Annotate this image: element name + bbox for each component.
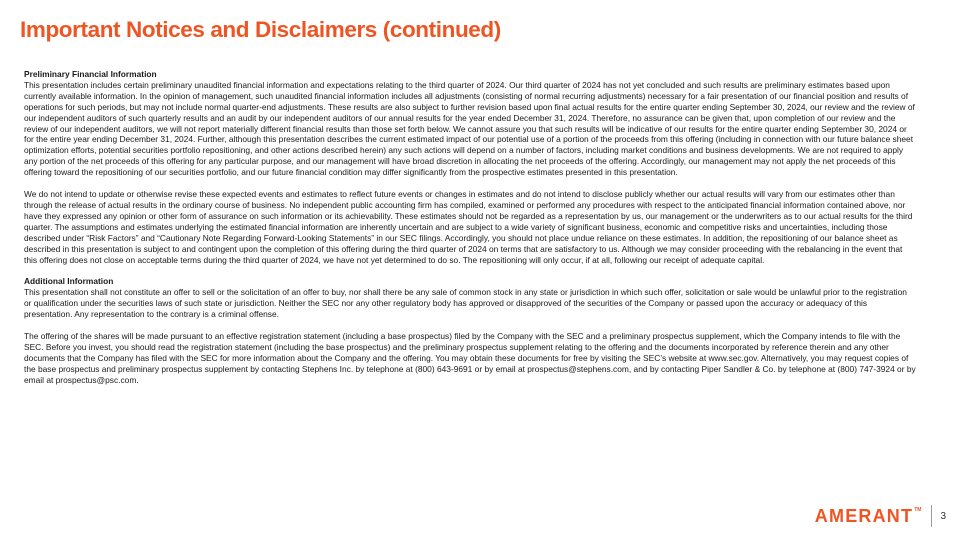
preliminary-paragraph-2: We do not intend to update or otherwise revise these expected events and estimates to reflect future events or changes in estimates and do not intend to disclose publicly whether our actual results will vary from our estimates other than through the release of actual results in the ordinary course of business. No independent public accounting firm has compiled, examined or performed any procedures with respect to the anticipated financial information contained above, nor have they expressed any opinion or other form of assurance on such information or its achievability. These estimates should not be regarded as a representation by us, our management or the underwriters as to our actual results for the third quarter. The assumptions and estimates underlying the estimated financial information are inherently uncertain and are subject to a wide variety of significant business, economic and competitive risks and uncertainties, including those described under “Risk Factors” and “Cautionary Note Regarding Forward-Looking Statements” in our SEC filings. Accordingly, you should not place undue reliance on these estimates. In addition, the repositioning of our balance sheet as described in this presentation is subject to and contingent upon the completion of this offering during the third quarter of 2024 on terms that are satisfactory to us. Although we may consider proceeding with the rebalancing in the event that this offering does not close on acceptable terms during the third quarter of 2024, we have not yet determined to do so. The repositioning will only occur, if at all, following our receipt of adequate capital. <box>24 189 913 265</box>
page-title: Important Notices and Disclaimers (continued) <box>20 17 501 42</box>
logo-wordmark: AMERANT <box>814 506 914 526</box>
footer <box>815 504 946 528</box>
logo-trademark: TM <box>914 507 922 513</box>
footer-divider <box>931 505 932 527</box>
additional-paragraph-1: This presentation shall not constitute an offer to sell or the solicitation of an offer to buy, nor shall there be any sale of common stock in any state or jurisdiction in which such offer, solicitation or sale would be unlawful prior to the registration or qualification under the securities laws of such state or jurisdiction. Neither the SEC nor any other regulatory body has approved or disapproved of the securities of the Company or passed upon the accuracy or adequacy of this presentation. Any representation to the contrary is a criminal offense. <box>24 287 907 320</box>
page-number: 3 <box>940 510 946 522</box>
section-heading-preliminary: Preliminary Financial Information <box>24 69 157 79</box>
amerant-logo <box>815 507 922 525</box>
disclaimer-body <box>24 69 916 397</box>
section-heading-additional: Additional Information <box>24 276 114 287</box>
preliminary-paragraph-1: This presentation includes certain preliminary unaudited financial information and expectations relating to the third quarter of 2024. Our third quarter of 2024 has not yet concluded and such results are preliminary estimates based upon currently available information. In the opinion of management, such unaudited financial information includes all adjustments (consisting of normal recurring adjustments) necessary for a fair presentation of our financial position and results of operations for such periods, but may not include normal quarter-end adjustments. These results are also subject to further revision based upon final actual results for the entire quarter ending September 30, 2024, our review and the review of our independent auditors of such quarterly results and an audit by our independent auditors of our annual results for the year ended December 31, 2024. Therefore, no assurance can be given that, upon completion of our review and the review of our independent auditors, we will not report materially different financial results than those set forth below. We cannot assure you that such results will be indicative of our results for the entire quarter ending September 30, 2024 or for the entire year ending December 31, 2024. Further, although this presentation describes the current estimated impact of our potential use of a portion of the proceeds from this offering (including in connection with our future balance sheet optimization efforts, potential securities portfolio repositioning, and other actions described herein) any such actions will depend on a number of factors, including market conditions and business developments. We are not required to apply any portion of the net proceeds of this offering for any particular purpose, and our management will have broad discretion in allocating the net proceeds of the offering. Accordingly, our management may not apply the net proceeds of this offering toward the repositioning of our securities portfolio, and our future financial condition may differ significantly from the prospective estimates presented in this presentation. <box>24 79 915 178</box>
additional-paragraph-2: The offering of the shares will be made pursuant to an effective registration statement (including a base prospectus) filed by the Company with the SEC and a preliminary prospectus supplement, which the Company intends to file with the SEC. Before you invest, you should read the registration statement (including the base prospectus) and the preliminary prospectus supplement relating to the offering and the documents incorporated by reference therein and any other documents that the Company has filed with the SEC for more information about the Company and the offering. You may obtain these documents for free by visiting the SEC’s website at www.sec.gov. Alternatively, you may request copies of the base prospectus and preliminary prospectus supplement by contacting Stephens Inc. by telephone at (800) 643-9691 or by email at prospectus@stephens.com, and by contacting Piper Sandler & Co. by telephone at (800) 747-3924 or by email at prospectus@psc.com. <box>24 331 916 385</box>
